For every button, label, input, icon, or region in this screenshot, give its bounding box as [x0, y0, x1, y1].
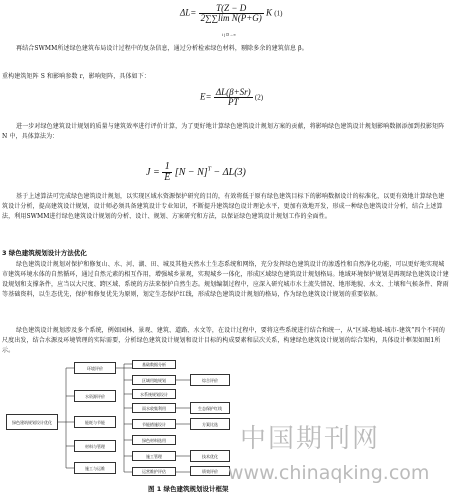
- equation-1-fraction: [199, 4, 264, 23]
- diagram-level3-3: 雨水收集利用: [132, 403, 176, 413]
- paragraph-2: 重构建筑矩阵 S 和影响参数 r，影响矩阵，具体如下：: [2, 73, 150, 80]
- diagram-root: 绿色建筑规划设计优化: [6, 414, 58, 430]
- paragraph-1: 再结合SWMM所述绿色建筑布局设计过程中的复杂信息，通过分析检索绿色材料，剔除多余的建筑信息 β。: [16, 45, 308, 52]
- equation-3-frac-den: E: [164, 172, 171, 183]
- diagram-level4-0: 综合评价: [190, 374, 230, 386]
- diagram-level3-2: 水系统规划设计: [132, 389, 176, 399]
- diagram-level2-3: 材料与管理: [74, 440, 116, 452]
- equation-3-tail: ]: [203, 166, 208, 178]
- watermark-url: www.chinaqking.com: [228, 462, 430, 484]
- equation-1-numerator: T(Z − D: [199, 4, 264, 14]
- paragraph-3: 进一步对绿色建筑设计规划的质量与建筑效率进行评价计算，为了更好地计算绿色建筑设计规划方案的贡献，将影响绿色建筑设计规划影响数据添加到投影矩阵 N 中，具体算法为：: [2, 123, 445, 140]
- figure-caption: 图 1 绿色建筑规划设计框架: [148, 485, 229, 493]
- diagram-level4-3: 技术优化: [190, 450, 230, 462]
- equation-3-lhs: J =: [146, 166, 160, 178]
- paragraph-6: 绿色建筑设计规划涉及多个系统，例如园林、景观、建筑、道路、水文等，在设计过程中，要将这些系统进行结合和统一，从“区域-地域-城市-建筑”四个不同的尺度出发，结合水源及环境管理的实际需要，分析绿色建筑设计规划和设计目标的构成要素和层次关系，构建绿色建筑设计规划的综合架构，具体设计框架如图1所示。: [2, 327, 445, 354]
- equation-2-number: (2): [254, 93, 264, 102]
- equation-2: [200, 88, 263, 107]
- equation-1-k: K: [266, 7, 273, 18]
- equation-1: [180, 4, 282, 23]
- diagram-level3-6: 施工管理: [132, 451, 176, 461]
- equation-2-lhs: E=: [200, 91, 212, 102]
- paragraph-4: 基于上述算法可完成绿色建筑设计规划，以实现区域水资源保护研究的目的，有效将低于原有绿色建筑目标下的影响数据设计的标准化，以更有效地计算绿色建筑设计分析，提高建筑设计规划，设计师必须具备建筑设计专业知识，不断提升建筑绿色设计理论水平，更加有效地开发，形成一种绿色建筑设计分析，结合上述算法，利用SWMM进行绿色建筑设计规划的分析、设计、规划、方案研究和方法，以保证绿色建筑设计规划工作的全面性。: [2, 193, 445, 220]
- equation-1-number: (1): [274, 9, 283, 18]
- equation-3-bracket: [N − N: [174, 166, 204, 178]
- paragraph-5: 绿色建筑设计规划对保护和修复山、水、河、湖、田、城及其他天然水土生态系统和网络，充分发挥绿色建筑设计的渗透性和自然净化功能，可以更好地实现城市建筑环境水体的自然循环，通过自然元素的相互作用，增强城乡景观，实现城乡一体化，形成区域绿色建筑设计规划格局。地域环境保护规划是再现绿色建筑设计建设规划和支撑条件，应当以大尺度、跨区域、系统的方法来保护自然生态。规划编制过程中，应深入研究城市水土流失情况、地形地貌、水文、土壤和气候条件、降雨等基础资料，以生态优先，保护和修复优先为原则，划定生态保护红线，形成绿色建筑设计规划的格局，作为绿色建筑设计规划的重要依据。: [2, 261, 449, 298]
- diagram-level4-2: 方案比选: [190, 418, 230, 430]
- diagram-level3-5: 绿色材料选用: [132, 435, 176, 445]
- equation-3: [146, 162, 246, 183]
- equation-1-subscript: i j D→∞: [222, 32, 236, 37]
- equation-3-suffix: − ΔL(3): [213, 166, 246, 178]
- diagram-level2-0: 环境评价: [74, 362, 116, 374]
- diagram-level3-1: 区域用地规划: [132, 375, 176, 385]
- equation-1-lhs: ΔL=: [180, 7, 197, 18]
- diagram-level2-2: 能耗与节能: [74, 416, 116, 428]
- equation-3-fraction: [162, 162, 172, 183]
- diagram-level4-4: 绩效评价: [190, 466, 230, 476]
- equation-2-fraction: [214, 88, 253, 107]
- diagram-level3-7: 运营维护评估: [132, 467, 176, 476]
- diagram-level2-4: 施工与运维: [74, 462, 116, 474]
- equation-2-denominator: PT: [227, 97, 239, 107]
- equation-3-frac-num: 1: [162, 162, 172, 173]
- diagram-level3-4: 节能措施设计: [132, 419, 176, 429]
- watermark-cn: 中国期刊网: [240, 424, 381, 454]
- equation-2-numerator: ΔL(β+Sr): [215, 87, 251, 97]
- section-heading: 3 绿色建筑规划设计方法优化: [2, 249, 87, 257]
- equation-1-denominator: 2∑∑lim N(P+G): [200, 13, 262, 23]
- diagram-level4-1: 生态保护红线: [190, 402, 230, 414]
- equation-3-exponent: T: [207, 166, 212, 173]
- diagram-level3-0: 基础数据分析: [132, 360, 176, 369]
- diagram-level2-1: 水资源评价: [74, 390, 116, 402]
